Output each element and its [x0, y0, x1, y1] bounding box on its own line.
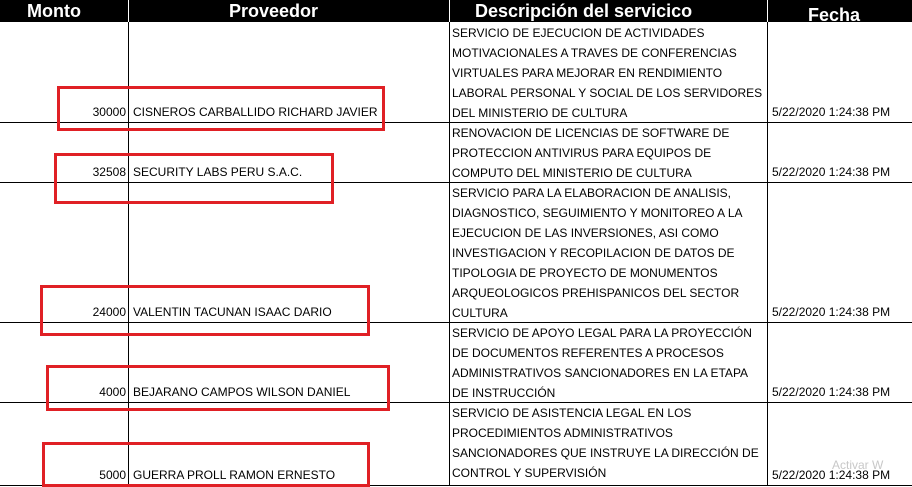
fecha-cell: 5/22/2020 1:24:38 PM: [772, 165, 891, 179]
header-descripcion: [450, 0, 767, 22]
highlight-box: [42, 442, 370, 487]
highlight-box: [40, 285, 370, 336]
descripcion-line: LABORAL PERSONAL Y SOCIAL DE LOS SERVIDORES: [452, 86, 763, 100]
header-descripcion-label: Descripción del servicico: [475, 1, 693, 21]
header-monto: [0, 0, 128, 22]
descripcion-line: DIAGNOSTICO, SEGUIMIENTO Y MONITOREO A LA: [452, 206, 743, 220]
fecha-cell: 5/22/2020 1:24:38 PM: [772, 385, 891, 399]
highlight-box: [46, 365, 390, 411]
descripcion-cell: [452, 123, 766, 183]
monto-cell: 32508: [92, 165, 126, 179]
descripcion-line: ADMINISTRATIVOS SANCIONADORES EN LA ETAPA: [452, 366, 749, 380]
descripcion-line: DE INSTRUCCIÓN: [452, 386, 556, 400]
proveedor-cell: BEJARANO CAMPOS WILSON DANIEL: [133, 385, 351, 399]
header-fecha-label: Fecha: [808, 5, 861, 22]
descripcion-cell: [452, 23, 766, 123]
descripcion-line: VIRTUALES PARA MEJORAR EN RENDIMIENTO: [452, 66, 723, 80]
highlight-box: [57, 86, 385, 131]
fecha-cell: 5/22/2020 1:24:38 PM: [772, 105, 891, 119]
descripcion-line: CONTROL Y SUPERVISIÓN: [452, 466, 607, 480]
descripcion-cell: [452, 323, 766, 403]
descripcion-line: PROTECCION ANTIVIRUS PARA EQUIPOS DE: [452, 146, 712, 160]
highlight-box: [54, 153, 334, 204]
descripcion-cell: [452, 183, 766, 323]
monto-cell: 4000: [99, 385, 126, 399]
descripcion-cell: [452, 403, 766, 483]
fecha-cell: 5/22/2020 1:24:38 PM: [772, 468, 891, 482]
monto-cell: 30000: [92, 105, 126, 119]
proveedor-cell: CISNEROS CARBALLIDO RICHARD JAVIER: [133, 105, 378, 119]
descripcion-line: SERVICIO DE APOYO LEGAL PARA LA PROYECCIÓN: [452, 326, 752, 340]
descripcion-line: INVESTIGACION Y RECOPILACION DE DATOS DE: [452, 246, 735, 260]
header-proveedor-label: Proveedor: [229, 1, 319, 21]
descripcion-line: COMPUTO DEL MINISTERIO DE CULTURA: [452, 166, 692, 180]
column-divider: [449, 22, 450, 485]
proveedor-cell: GUERRA PROLL RAMON ERNESTO: [133, 468, 336, 482]
watermark: Activar W: [832, 458, 884, 472]
descripcion-line: SANCIONADORES QUE INSTRUYE LA DIRECCIÓN DE: [452, 446, 759, 460]
descripcion-line: SERVICIO DE ASISTENCIA LEGAL EN LOS: [452, 406, 692, 420]
proveedor-cell: SECURITY LABS PERU S.A.C.: [133, 165, 303, 179]
header-monto-label: Monto: [27, 1, 81, 21]
header-proveedor: [129, 0, 449, 22]
descripcion-line: PROCEDIMIENTOS ADMINISTRATIVOS: [452, 426, 673, 440]
descripcion-line: ARQUEOLOGICOS PREHISPANICOS DEL SECTOR: [452, 286, 740, 300]
descripcion-line: SERVICIO PARA LA ELABORACION DE ANALISIS,: [452, 186, 731, 200]
descripcion-line: MOTIVACIONALES A TRAVES DE CONFERENCIAS: [452, 46, 737, 60]
fecha-cell: 5/22/2020 1:24:38 PM: [772, 305, 891, 319]
descripcion-line: EJECUCION DE LAS INVERSIONES, ASI COMO: [452, 226, 719, 240]
descripcion-line: CULTURA: [452, 306, 508, 320]
monto-cell: 24000: [92, 305, 126, 319]
descripcion-line: TIPOLOGIA DE PROYECTO DE MONUMENTOS: [452, 266, 718, 280]
descripcion-line: DE DOCUMENTOS REFERENTES A PROCESOS: [452, 346, 724, 360]
descripcion-line: RENOVACION DE LICENCIAS DE SOFTWARE DE: [452, 126, 730, 140]
proveedor-cell: VALENTIN TACUNAN ISAAC DARIO: [133, 305, 332, 319]
descripcion-line: DEL MINISTERIO DE CULTURA: [452, 106, 628, 120]
header-fecha: [768, 0, 912, 22]
descripcion-line: SERVICIO DE EJECUCION DE ACTIVIDADES: [452, 26, 705, 40]
column-divider: [767, 22, 768, 485]
monto-cell: 5000: [99, 468, 126, 482]
